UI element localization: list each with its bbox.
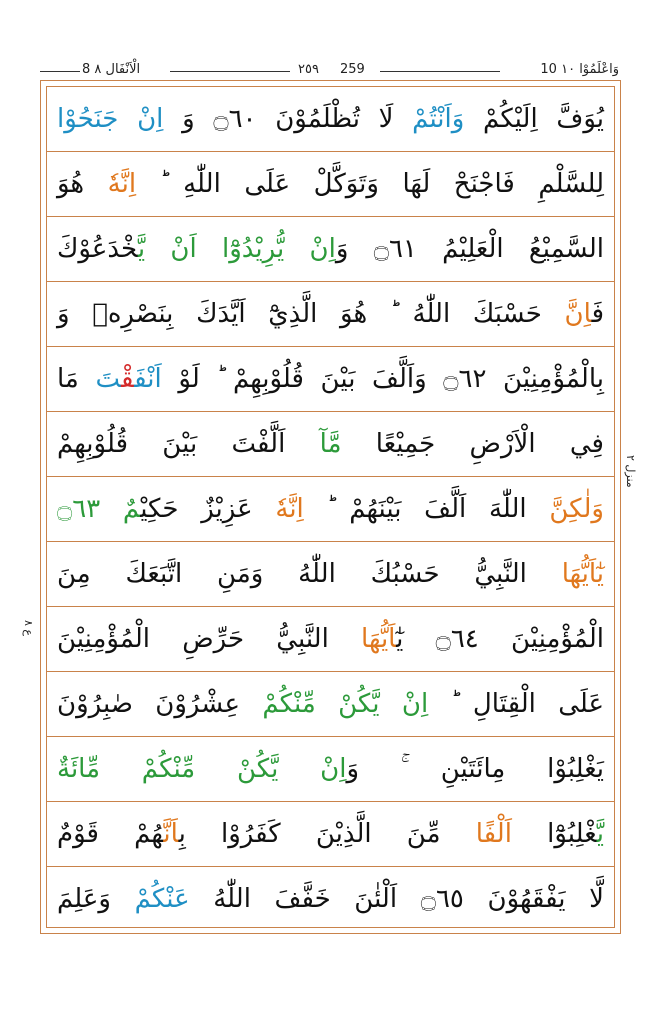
header-rule: [170, 71, 290, 72]
verse-segment: اَلَّفْتَ بَيْنَ قُلُوْبِهِمْ: [57, 429, 320, 459]
verse-segment: مَّآ: [319, 429, 342, 459]
verse-segment: اِنْ: [137, 104, 164, 134]
verse-line: [47, 87, 614, 152]
verse-line: [47, 737, 614, 802]
verse-segment: وَلٰكِنَّ: [549, 494, 604, 524]
manzil-marker: منزل ٢: [624, 455, 637, 488]
verse-line: [47, 672, 614, 737]
verse-segment: وَاَنْتُمْ: [412, 104, 465, 134]
verse-segment: عِشْرُوْنَ صٰبِرُوْنَ: [57, 689, 263, 719]
verse-segment: لِلسَّلْمِ فَاجْنَحْ لَهَا وَتَوَكَّلْ عَلَى اللّٰهِ ؕ: [136, 169, 604, 199]
verse-line: [47, 152, 614, 217]
verse-segment: اَنْفَ: [134, 364, 162, 394]
verse-segment: اللّٰهَ اَلَّفَ بَيْنَهُمْ ؕ: [303, 494, 550, 524]
verse-segment: هُوَ: [57, 169, 108, 199]
text-block: [46, 86, 615, 928]
page-number-arabic: ٢٥٩: [298, 62, 319, 77]
verse-segment: اِنْ يَّكُنْ مِّنْكُمْ مِّائَةٌ: [57, 754, 347, 784]
verse-segment: اِنْ يَّكُنْ مِّنْكُمْ: [262, 689, 429, 719]
verse-segment: هُمْ قَوْمٌ: [57, 819, 164, 849]
verse-segment: لَّا يَفْقَهُوْنَ ۝٦٥ اَلْئٰنَ خَفَّفَ اللّٰهُ: [189, 884, 604, 914]
header-rule: [40, 71, 80, 72]
verse-segment: يَّ: [596, 819, 605, 849]
juz-name: 10 وَاعْلَمُوْا ١٠: [540, 62, 619, 77]
verse-line: [47, 607, 614, 672]
verse-line: [47, 542, 614, 607]
verse-segment: اَلْفًا: [475, 819, 512, 849]
page-number: 259: [340, 62, 365, 77]
ruku-marker: ع ٨: [22, 620, 35, 636]
verse-segment: اِنْ يُّرِيْدُوْٓا اَنْ يَّ: [137, 234, 336, 264]
verse-segment: وَعَلِمَ: [57, 884, 135, 914]
verse-segment: غْلِبُوْٓا: [511, 819, 597, 849]
verse-segment: يُوَفَّ اِلَيْكُمْ: [464, 104, 604, 134]
verse-segment: الْمُؤْمِنِيْنَ ۝٦٤ يٰٓ: [396, 624, 604, 654]
verse-segment: جَنَحُوْا: [57, 104, 138, 134]
verse-line: [47, 217, 614, 282]
verse-segment: بِالْمُؤْمِنِيْنَ ۝٦٢ وَاَلَّفَ بَيْنَ قُلُوْبِهِمْ ؕ لَوْ: [161, 364, 604, 394]
verse-segment: النَّبِيُّ حَرِّضِ الْمُؤْمِنِيْنَ: [57, 624, 362, 654]
verse-segment: اَنَّ: [163, 819, 179, 849]
verse-segment: عَزِيْزٌ حَكِيْ: [140, 494, 276, 524]
verse-segment: اِنَّهٗ: [107, 169, 137, 199]
verse-segment: تَ: [95, 364, 121, 394]
verse-segment: اِنَّ: [564, 299, 592, 329]
verse-segment: لَا تُظْلَمُوْنَ ۝٦٠ وَ: [163, 104, 413, 134]
verse-segment: عَنْكُمْ: [134, 884, 190, 914]
verse-segment: مَا: [57, 364, 96, 394]
page-header: [40, 60, 623, 82]
verse-line: [47, 347, 614, 412]
verse-segment: فَ: [591, 299, 604, 329]
verse-line: [47, 867, 614, 932]
verse-segment: اِنَّهٗ: [275, 494, 304, 524]
verse-segment: مٌ ۝٦٣: [57, 494, 141, 524]
verse-segment: السَّمِيْعُ الْعَلِيْمُ ۝٦١ وَ: [335, 234, 604, 264]
verse-segment: يٰٓاَيُّهَا: [561, 559, 604, 589]
verse-line: [47, 412, 614, 477]
verse-segment: خْدَعُوْكَ: [57, 234, 138, 264]
verse-segment: يَغْلِبُوْا مِائَتَيْنِ ۚ وَ: [346, 754, 604, 784]
verse-segment: حَسْبَكَ اللّٰهُ ؕ هُوَ الَّذِيْٓ اَيَّدَكَ بِنَصْرِهٖ وَ: [57, 299, 565, 329]
page-frame: [40, 80, 621, 934]
surah-name: 8 الْاَنْفَال ٨: [82, 62, 141, 77]
verse-segment: النَّبِيُّ حَسْبُكَ اللّٰهُ وَمَنِ اتَّبَعَكَ مِنَ: [57, 559, 562, 589]
verse-segment: قْ: [121, 364, 135, 394]
verse-segment: اَيُّهَا: [361, 624, 397, 654]
verse-segment: مِّنَ الَّذِيْنَ كَفَرُوْا بِ: [178, 819, 476, 849]
verse-line: [47, 802, 614, 867]
verse-segment: عَلَى الْقِتَالِ ؕ: [428, 689, 605, 719]
verse-line: [47, 477, 614, 542]
verse-segment: فِي الْاَرْضِ جَمِيْعًا: [341, 429, 604, 459]
header-rule: [380, 71, 500, 72]
verse-line: [47, 282, 614, 347]
